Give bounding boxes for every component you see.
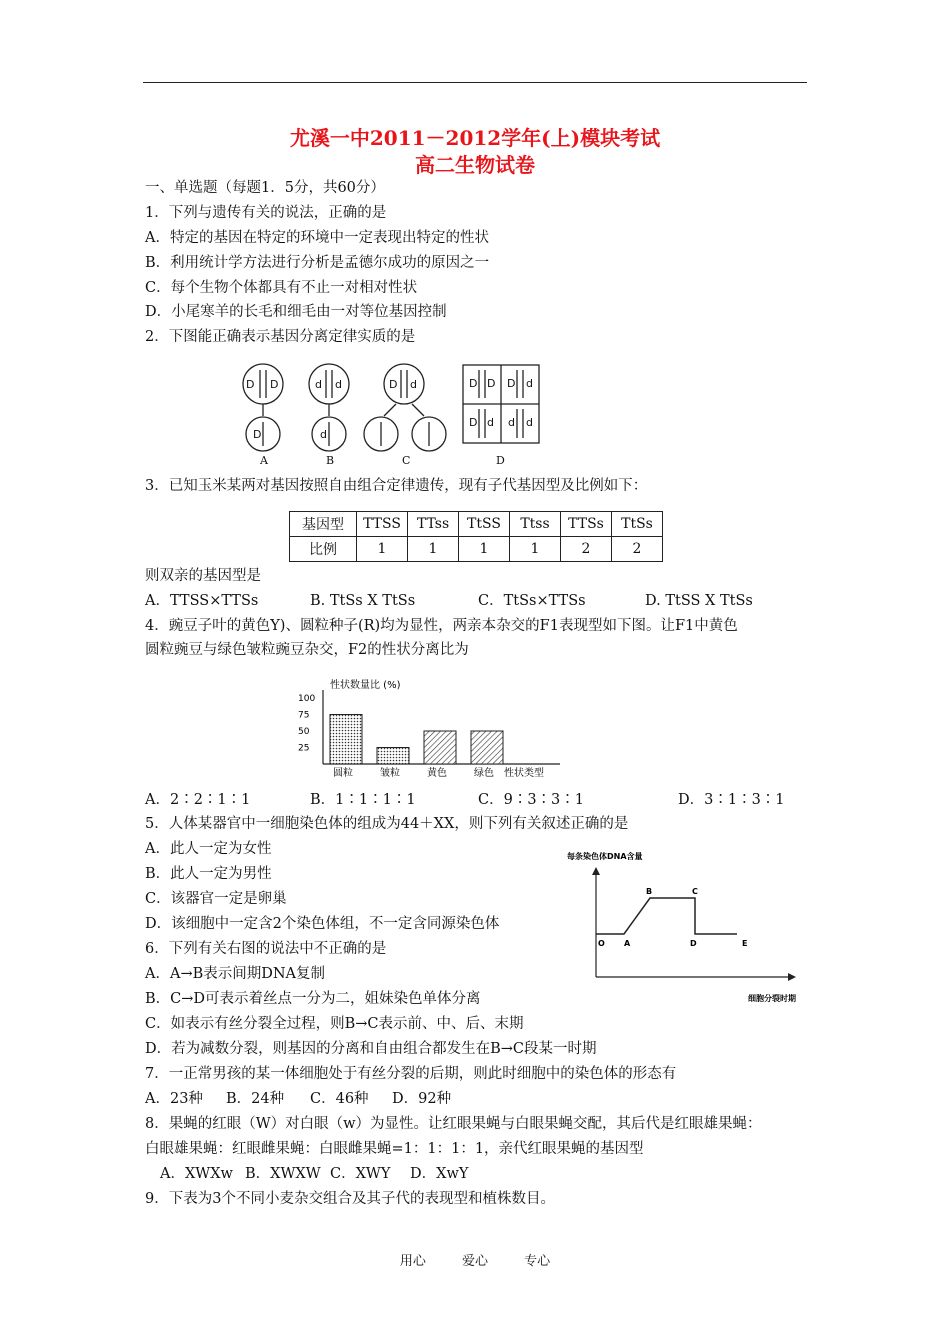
q7-option-d: D．92种: [392, 1091, 452, 1107]
q3-option-c: C．TtSs×TTSs: [478, 593, 586, 609]
bar: [377, 748, 409, 765]
table-cell: 2: [561, 537, 612, 562]
q4-option-a: A．2∶2∶1∶1: [145, 792, 251, 808]
q5-option-c: C．该器官一定是卵巢: [145, 891, 287, 907]
q5-option-d: D．该细胞中一定含2个染色体组，不一定含同源染色体: [145, 916, 500, 932]
gene-label: D: [389, 378, 398, 391]
graph-x-label: 细胞分裂时期: [748, 994, 796, 1003]
x-axis-label: 性状类型: [504, 768, 544, 779]
category-label: 圆粒: [333, 768, 353, 779]
y-tick-label: 100: [298, 694, 316, 704]
gene-label: D: [270, 378, 279, 391]
q5-option-a: A．此人一定为女性: [145, 841, 272, 857]
point-label: O: [598, 939, 605, 948]
gene-label: d: [526, 416, 533, 429]
gene-label: d: [315, 378, 322, 391]
q9-stem: 9．下表为3个不同小麦杂交组合及其子代的表现型和植株数目。: [145, 1191, 555, 1207]
gene-label: d: [526, 377, 533, 390]
q4-option-c: C．9∶3∶3∶1: [478, 792, 584, 808]
gene-label: d: [335, 378, 342, 391]
table-cell: 2: [612, 537, 663, 562]
q4-option-b: B．1∶1∶1∶1: [310, 792, 416, 808]
q2-label-a: A: [260, 454, 268, 467]
table-row: [290, 512, 663, 537]
footer-word: 用心: [399, 1254, 426, 1269]
q4-option-d: D．3∶1∶3∶1: [678, 792, 785, 808]
q1-option-b: B．利用统计学方法进行分析是孟德尔成功的原因之一: [145, 255, 490, 271]
y-tick-label: 75: [298, 710, 310, 721]
table-cell: 1: [408, 537, 459, 562]
table-row: [290, 537, 663, 562]
q4-stem-line1: 4．豌豆子叶的黄色Y)、圆粒种子(R)均为显性，两亲本杂交的F1表现型如下图。让F1中黄色: [145, 618, 738, 634]
exam-subtitle: 高二生物试卷: [415, 153, 535, 177]
q8-stem-line2: 白眼雄果蝇：红眼雌果蝇：白眼雌果蝇=1：1：1：1，亲代红眼果蝇的基因型: [145, 1141, 644, 1157]
point-label: E: [742, 939, 748, 948]
q5-stem: 5．人体某器官中一细胞染色体的组成为44＋XX，则下列有关叙述正确的是: [145, 816, 629, 832]
q1-option-d: D．小尾寒羊的长毛和细毛由一对等位基因控制: [145, 304, 447, 320]
table-header-cell: 比例: [290, 537, 357, 562]
q8-stem-line1: 8．果蝇的红眼（W）对白眼（w）为显性。让红眼果蝇与白眼果蝇交配，其后代是红眼雄果蝇：: [145, 1116, 762, 1132]
q3-option-d: D. TtSS X TtSs: [645, 593, 753, 609]
y-tick-label: 25: [298, 743, 310, 754]
genotype-table: [289, 511, 663, 562]
table-cell: 1: [510, 537, 561, 562]
category-label: 皱粒: [380, 768, 400, 779]
point-label: C: [692, 887, 698, 896]
q2-label-d: D: [496, 454, 505, 467]
q3-option-a: A．TTSS×TTSs: [145, 593, 259, 609]
q7-option-a: A．23种: [145, 1091, 203, 1107]
table-cell: 1: [459, 537, 510, 562]
gene-label: D: [253, 428, 262, 441]
dna-curve: [596, 898, 737, 934]
footer-word: 爱心: [461, 1254, 488, 1269]
q6-stem: 6．下列有关右图的说法中不正确的是: [145, 941, 387, 957]
section-heading: 一、单选题（每题1．5分，共60分）: [145, 180, 385, 196]
gene-label: D: [246, 378, 255, 391]
q3-option-b: B. TtSs X TtSs: [310, 593, 416, 609]
table-header-cell: 基因型: [290, 512, 357, 537]
q1-option-c: C．每个生物个体都具有不止一对相对性状: [145, 280, 418, 296]
footer-word: 专心: [524, 1254, 551, 1269]
table-cell: TTSs: [561, 512, 612, 537]
category-label: 绿色: [474, 768, 494, 779]
point-label: A: [624, 939, 631, 948]
gene-label: d: [410, 378, 417, 391]
q8-option-b: B．XWXW: [245, 1166, 321, 1182]
gene-label: D: [507, 377, 516, 390]
q8-option-c: C．XWY: [330, 1166, 391, 1182]
q8-option-d: D．XwY: [410, 1166, 469, 1182]
bar: [424, 731, 456, 764]
q3-stem: 3．已知玉米某两对基因按照自由组合定律遗传，现有子代基因型及比例如下：: [145, 478, 648, 494]
y-tick-label: 50: [298, 727, 310, 737]
q1-option-a: A．特定的基因在特定的环境中一定表现出特定的性状: [145, 230, 489, 246]
table-cell: TTSS: [357, 512, 408, 537]
q7-option-b: B．24种: [226, 1091, 285, 1107]
point-label: B: [646, 887, 653, 896]
chart-title: 性状数量比 (%): [330, 680, 401, 691]
category-label: 黄色: [427, 768, 447, 779]
dna-content-graph: [562, 845, 807, 1010]
gene-label: D: [487, 377, 496, 390]
q2-stem: 2．下图能正确表示基因分离定律实质的是: [145, 329, 416, 345]
gene-label: d: [320, 428, 327, 441]
q2-label-c: C: [402, 454, 411, 467]
bar: [471, 731, 503, 764]
q1-stem: 1．下列与遗传有关的说法，正确的是: [145, 205, 387, 221]
gene-label: D: [469, 377, 478, 390]
gene-label: D: [469, 416, 478, 429]
graph-y-label: 每条染色体DNA含量: [567, 852, 643, 861]
table-cell: TtSS: [459, 512, 510, 537]
table-cell: TtSs: [612, 512, 663, 537]
gene-label: d: [508, 416, 515, 429]
q5-option-b: B．此人一定为男性: [145, 866, 272, 882]
trait-ratio-chart: [290, 672, 580, 784]
q4-stem-line2: 圆粒豌豆与绿色皱粒豌豆杂交，F2的性状分离比为: [145, 642, 469, 658]
q7-option-c: C．46种: [310, 1091, 369, 1107]
q6-option-c: C．如表示有丝分裂全过程，则B→C表示前、中、后、末期: [145, 1016, 524, 1032]
page-footer: [0, 1250, 950, 1269]
q6-option-b: B．C→D可表示着丝点一分为二，姐妹染色单体分离: [145, 991, 481, 1007]
table-cell: Ttss: [510, 512, 561, 537]
header-rule: [143, 82, 807, 83]
table-cell: TTss: [408, 512, 459, 537]
q8-option-a: A．XWXw: [160, 1166, 233, 1182]
q2-label-b: B: [326, 454, 335, 467]
q6-option-a: A．A→B表示间期DNA复制: [145, 966, 326, 982]
exam-title: 尤溪一中2011－2012学年(上)模块考试: [289, 126, 661, 150]
gene-label: d: [487, 416, 494, 429]
point-label: D: [690, 939, 697, 948]
q7-stem: 7．一正常男孩的某一体细胞处于有丝分裂的后期，则此时细胞中的染色体的形态有: [145, 1066, 677, 1082]
table-cell: 1: [357, 537, 408, 562]
q6-option-d: D．若为减数分裂，则基因的分离和自由组合都发生在B→C段某一时期: [145, 1041, 597, 1057]
bar: [330, 715, 362, 765]
q3-ask: 则双亲的基因型是: [145, 568, 261, 584]
